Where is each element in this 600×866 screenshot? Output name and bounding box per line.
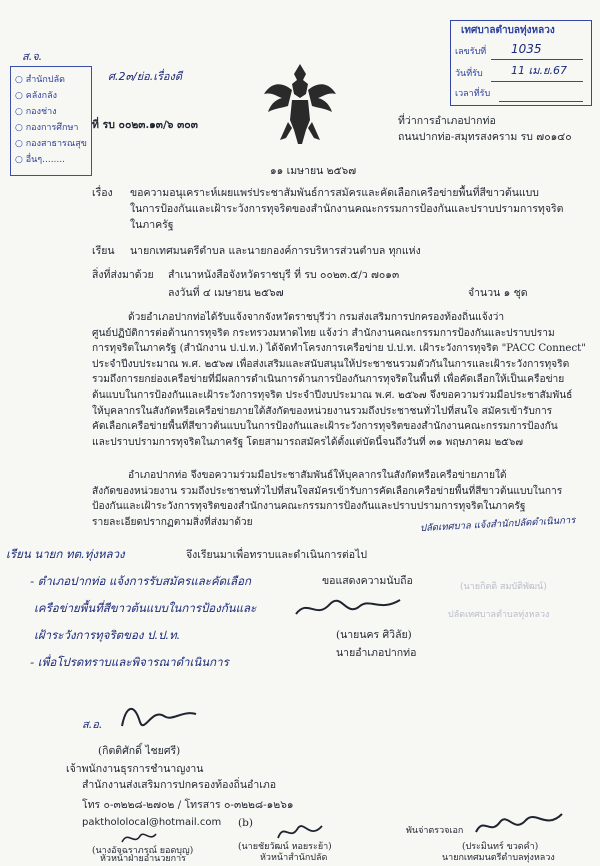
left-sig-position: หัวหน้าฝ่ายอำนวยการ: [100, 854, 187, 864]
left-sig-name: (นางอัจฉราภรณ์ ยอดบุญ): [92, 846, 194, 856]
footer-email-suffix: (b): [238, 817, 253, 829]
district-chief-position: นายอำเภอปากท่อ: [336, 647, 417, 659]
sender-line-1: ที่ว่าการอำเภอปากท่อ: [398, 115, 496, 127]
stamp-receive-number: 1035: [511, 42, 542, 56]
to-label: เรียน: [92, 245, 115, 257]
subject-line-2: ในการป้องกันและเฝ้าระวังการทุจริตของสำนักงานคณะกรรมการป้องกันและปราบปรามการทุจริต: [130, 203, 564, 215]
handwritten-greeting: เรียน นายก ทต.ทุ่งหลวง: [6, 547, 125, 561]
subject-line-1: ขอความอนุเคราะห์เผยแพร่ประชาสัมพันธ์การสมัครและคัดเลือกเครือข่ายพื้นที่สีขาวต้นแบบ: [130, 187, 539, 199]
handwritten-note-line: - ตำเภอปากท่อ แจ้งการรับสมัครและคัดเลือก: [30, 574, 251, 588]
checklist-item: ○ อื่นๆ........: [15, 155, 65, 165]
subject-line-3: ในภาครัฐ: [130, 219, 174, 231]
district-chief-name: (นายนคร ศิวิลัย): [336, 629, 412, 641]
right-sig-name: (ประมินทร์ ขวดคำ): [462, 842, 539, 852]
top-handwriting: ศ.2๓/ย่อ.เรื่องดี: [108, 70, 183, 83]
handwritten-note-line: เครือข่ายพื้นที่สีขาวต้นแบบในการป้องกันและ: [34, 601, 257, 615]
body-line: ประจำปีงบประมาณ พ.ศ. ๒๕๖๗ เพื่อส่งเสริมและสนับสนุนให้ประชาชนรวมตัวกันในการและเฝ้าระวังการทุจริต: [92, 358, 570, 370]
handwritten-note-line: เฝ้าระวังการทุจริตของ ป.ป.ท.: [34, 628, 181, 642]
body-line: รวมถึงการยกย่องเครือข่ายที่มีผลการดำเนินการด้านการป้องกันการทุจริตในพื้นที่ เพื่อคัดเลือกให้เป็นเครือข่าย: [92, 374, 565, 386]
to-text: นายกเทศมนตรีตำบล และนายกองค์การบริหารส่วนตำบล ทุกแห่ง: [130, 245, 421, 257]
footer-phone: โทร ๐-๓๒๒๘-๒๗๐๒ / โทรสาร ๐-๓๒๒๘-๑๒๖๑: [82, 799, 294, 811]
signoff-mark: ส.อ.: [82, 718, 103, 731]
handwritten-note-line: - เพื่อโปรดทราบและพิจารณาดำเนินการ: [30, 655, 229, 669]
stamp-date-label: วันที่รับ: [455, 69, 483, 79]
body-line: ให้บุคลากรในสังกัดหรือเครือข่ายภายใต้สังกัดของหน่วยงานรวมถึงประชาชนทั่วไปที่สนใจ สมัครเข้ารับการ: [92, 405, 553, 417]
checklist-item: ○ กองสาธารณสุข: [15, 139, 87, 149]
body-line: คัดเลือกเครือข่ายพื้นที่สีขาวต้นแบบในการป้องกันและเฝ้าระวังการทุจริตของสำนักงานคณะกรรมการป้องกัน: [92, 421, 558, 433]
body-line: อำเภอปากท่อ จึงขอความร่วมมือประชาสัมพันธ์ให้บุคลากรในสังกัดหรือเครือข่ายภายใต้: [128, 470, 507, 481]
body-line: ด้วยอำเภอปากท่อได้รับแจ้งจากจังหวัดราชบุรีว่า กรมส่งเสริมการปกครองท้องถิ่นแจ้งว่า: [128, 312, 505, 323]
enclosure-date: ลงวันที่ ๔ เมษายน ๒๕๖๗: [168, 287, 284, 299]
faded-position: ปลัดเทศบาลตำบลทุ่งหลวง: [448, 610, 550, 620]
district-chief-signature: [290, 590, 420, 624]
body-paragraph-1: [92, 310, 592, 450]
mid-sig-name: (นายชัยวัฒน์ หอยระย้า): [238, 842, 332, 852]
footer-office: สำนักงานส่งเสริมการปกครองท้องถิ่นอำเภอ: [82, 779, 277, 791]
body-line: และปราบปรามการทุจริตในภาครัฐ โดยสามารถสมัครได้ตั้งแต่บัดนี้จนถึงวันที่ ๓๑ พฤษภาคม ๒๕๖๗: [92, 436, 524, 448]
receive-stamp: [450, 20, 592, 106]
stamp-receive-label: เลขรับที่: [455, 47, 487, 57]
checklist-item: ○ กองช่าง: [15, 107, 57, 117]
checklist-item: ○ สำนักปลัด: [15, 75, 65, 85]
margin-handwritten-note: ปลัดเทศบาล แจ้งสำนักปลัดดำเนินการ: [419, 514, 576, 535]
respect-line: ขอแสดงความนับถือ: [322, 575, 413, 587]
subject-label: เรื่อง: [92, 187, 113, 199]
stamp-date-value: 11 เม.ย.67: [511, 64, 567, 77]
garuda-emblem-icon: [262, 60, 338, 148]
checklist-item: ○ กองการศึกษา: [15, 123, 79, 133]
enclosure-label: สิ่งที่ส่งมาด้วย: [92, 269, 154, 281]
officer-position: เจ้าพนักงานธุรการชำนาญงาน: [66, 763, 204, 775]
body-line: ต้นแบบในการป้องกันและเฝ้าระวังการทุจริต ประจำปีงบประมาณ พ.ศ. ๒๕๖๗ จึงขอความร่วมมือประชาสัมพันธ์: [92, 389, 573, 401]
document-number: ที่ รบ ๐๐๒๓.๑๓/๖ ๓๐๓: [92, 119, 198, 131]
stamp-title: เทศบาลตำบลทุ่งหลวง: [461, 25, 555, 36]
corner-mark: ส.จ.: [22, 50, 43, 63]
enclosure-count: จำนวน ๑ ชุด: [468, 287, 528, 299]
stamp-time-label: เวลาที่รับ: [455, 89, 491, 99]
sender-line-2: ถนนปากท่อ-สมุทรสงคราม รบ ๗๐๑๔๐: [398, 131, 572, 143]
officer-signature: [112, 696, 202, 738]
right-sig-rank: พันจ่าตรวจเอก: [406, 826, 464, 836]
body-line: สังกัดของหน่วยงาน รวมถึงประชาชนทั่วไปที่สนใจสมัครเข้ารับการคัดเลือกเครือข่ายพื้นที่สีขาวต้นแบบในการ: [92, 485, 563, 497]
checklist-item: ○ คลังกลัง: [15, 91, 58, 101]
footer-email: pakthololocal@hotmail.com: [82, 817, 222, 828]
body-line: ศูนย์ปฏิบัติการต่อต้านการทุจริต กระทรวงมหาดไทย แจ้งว่า สำนักงานคณะกรรมการป้องกันและปราบปราม: [92, 327, 555, 339]
right-signature: [470, 806, 570, 842]
officer-name: (กิตติศักดิ์ ไชยศรี): [98, 745, 181, 757]
mid-sig-position: หัวหน้าสำนักปลัด: [260, 853, 328, 863]
letter-date: ๑๑ เมษายน ๒๕๖๗: [270, 165, 357, 177]
body-line: รายละเอียดปรากฏตามสิ่งที่ส่งมาด้วย: [92, 516, 253, 528]
faded-name: (นายกิตติ สมบัติพัฒน์): [460, 582, 547, 592]
routing-checklist: [10, 66, 92, 176]
body-line: ป้องกันและเฝ้าระวังการทุจริตของสำนักงานคณะกรรมการป้องกันและปราบปรามการทุจริตในภาครัฐ: [92, 501, 526, 513]
enclosure-text: สำเนาหนังสือจังหวัดราชบุรี ที่ รบ ๐๐๒๓.๕/ว ๗๐๑๓: [168, 269, 400, 281]
body-line: การทุจริตในภาครัฐ (สำนักงาน ป.ป.ท.) ได้จัดทำโครงการเครือข่าย ป.ป.ท. เฝ้าระวังการทุจริต "PACC Connect": [92, 343, 586, 355]
right-sig-position: นายกเทศมนตรีตำบลทุ่งหลวง: [442, 853, 555, 863]
closing-line: จึงเรียนมาเพื่อทราบและดำเนินการต่อไป: [186, 549, 368, 561]
